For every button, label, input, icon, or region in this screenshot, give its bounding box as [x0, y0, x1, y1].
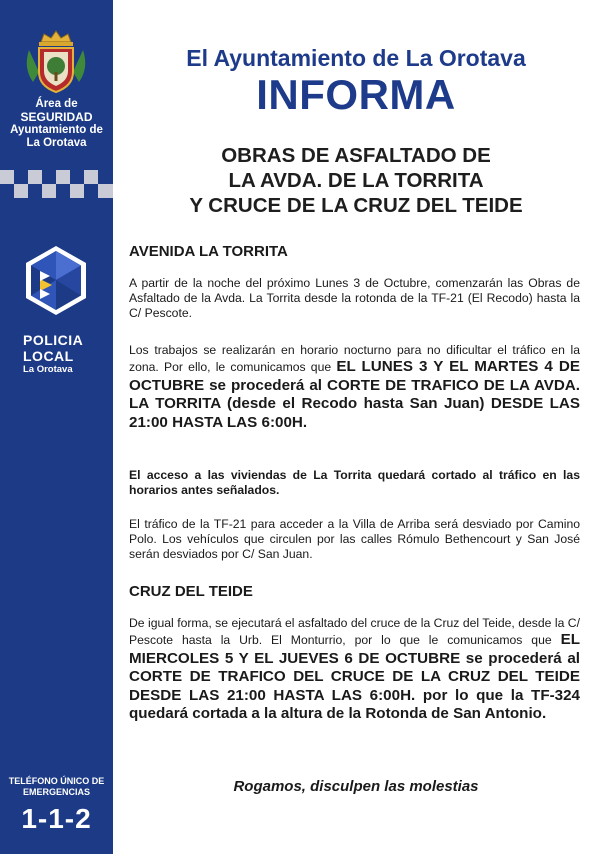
police-line-3: La Orotava: [23, 364, 73, 375]
notice-title: [129, 143, 583, 218]
section-heading-cruz-del-teide: CRUZ DEL TEIDE: [129, 583, 253, 600]
area-line-4: La Orotava: [26, 137, 87, 149]
torrita-closure-notice: EL LUNES 3 Y EL MARTES 4 DE OCTUBRE se procederá al CORTE DE TRAFICO DE LA AVDA. LA TORRITA (desde el Recodo hasta San Juan) DESDE LAS 21:00 HASTA LAS 6:00H.: [129, 358, 580, 431]
torrita-access-notice: El acceso a las viviendas de La Torrita quedará cortado al tráfico en las horarios antes señalados.: [129, 468, 580, 497]
emergency-phone-number: 1-1-2: [21, 803, 92, 834]
police-line-1: POLICIA: [23, 332, 84, 348]
torrita-detour-paragraph: El tráfico de la TF-21 para acceder a la Villa de Arriba será desviado por Camino Polo. Los vehículos que circulen por las calles Rómulo Bethencourt y San José serán desviados por C/ San Juan.: [129, 517, 580, 561]
header-informa: INFORMA: [256, 71, 456, 118]
coat-of-arms-icon: [21, 28, 91, 98]
phone-label-line-2: EMERGENCIAS: [22, 787, 90, 797]
teide-paragraph: [129, 616, 580, 724]
title-line-2: LA AVDA. DE LA TORRITA: [228, 169, 484, 192]
closing-apology: Rogamos, disculpen las molestias: [233, 778, 479, 795]
police-line-2: LOCAL: [23, 348, 74, 364]
area-line-3: Ayuntamiento de: [10, 124, 103, 136]
checkered-band: [0, 170, 113, 198]
area-line-1: Área de: [35, 98, 78, 110]
section-heading-torrita: AVENIDA LA TORRITA: [129, 243, 288, 260]
sidebar: [0, 0, 113, 854]
policia-local-label: [23, 332, 113, 376]
torrita-paragraph-1: A partir de la noche del próximo Lunes 3 de Octubre, comenzarán las Obras de Asfaltado de la Avda. La Torrita desde la rotonda de la TF-21 (El Recodo) hasta la C/ Pescote.: [129, 276, 580, 320]
policia-local-logo-icon: [22, 243, 90, 318]
teide-closure-notice: EL MIERCOLES 5 Y EL JUEVES 6 DE OCTUBRE se procederá al CORTE DE TRAFICO DEL CRUCE DE LA CRUZ DEL TEIDE DESDE LAS 21:00 HASTA LAS 6:00H. por lo que la TF-324 quedará cortada a la altura de la Rotonda de San Antonio.: [129, 631, 581, 722]
torrita-paragraph-2-intro: Los trabajos se realizarán en horario nocturno para no dificultar el tráfico en la zona. Por ello, le comunicamos que: [129, 343, 580, 374]
header-council-name: El Ayuntamiento de La Orotava: [186, 45, 526, 71]
title-line-3: Y CRUCE DE LA CRUZ DEL TEIDE: [189, 194, 523, 217]
torrita-paragraph-2: [129, 343, 580, 432]
phone-label-line-1: TELÉFONO ÚNICO DE: [8, 776, 105, 786]
teide-paragraph-intro: De igual forma, se ejecutará el asfaltado del cruce de la Cruz del Teide, desde la C/ Pescote hasta la Urb. El Monturrio, por lo que le comunicamos que: [129, 616, 580, 647]
security-area-label: [0, 98, 113, 150]
area-line-2: SEGURIDAD: [20, 110, 93, 124]
emergency-phone-label: [0, 776, 113, 798]
title-line-1: OBRAS DE ASFALTADO DE: [221, 144, 491, 167]
